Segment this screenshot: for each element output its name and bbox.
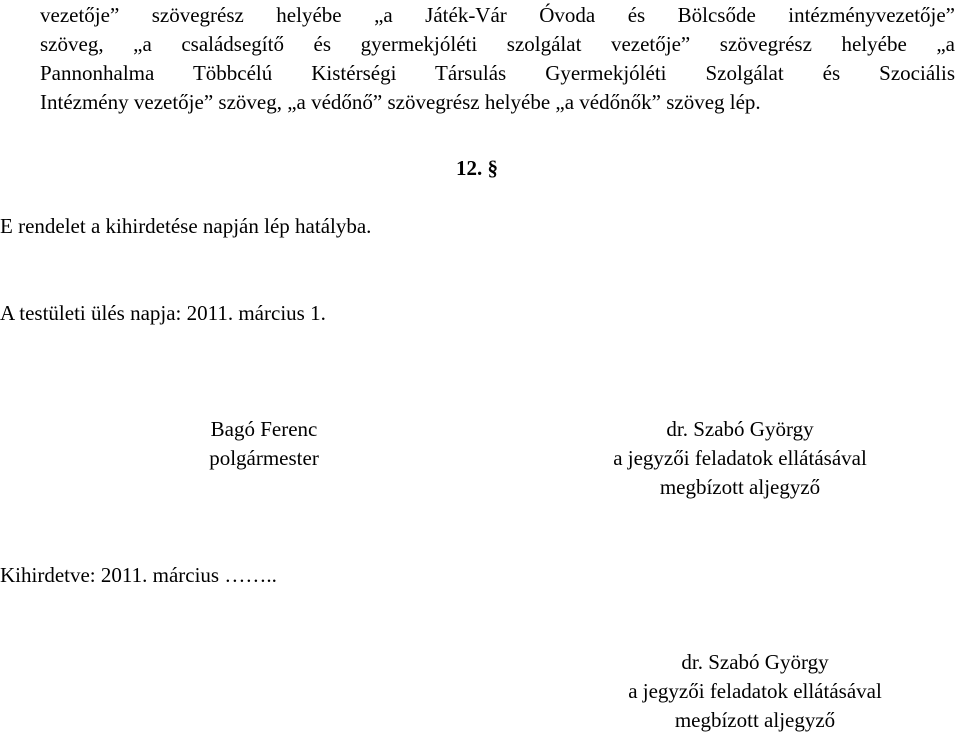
signature-name: dr. Szabó György bbox=[666, 417, 814, 441]
paragraph-line: Pannonhalma Többcélú Kistérségi Társulás Gyermekjóléti Szolgálat és Szociális bbox=[40, 61, 955, 85]
signature-title: polgármester bbox=[209, 446, 319, 470]
paragraph-line: Intézmény vezetője” szöveg, „a védőnő” szövegrész helyébe „a védőnők” szöveg lép. bbox=[40, 90, 761, 114]
signature-right bbox=[560, 415, 920, 502]
effect-text: E rendelet a kihirdetése napján lép hatályba. bbox=[0, 214, 372, 238]
signature-left bbox=[154, 415, 374, 473]
signature-name: dr. Szabó György bbox=[681, 650, 829, 674]
paragraph-line: vezetője” szövegrész helyébe „a Játék-Vár Óvoda és Bölcsőde intézményvezetője” bbox=[40, 3, 955, 27]
promulgation-text: Kihirdetve: 2011. március …….. bbox=[0, 563, 277, 587]
final-signature bbox=[575, 648, 935, 735]
signature-title: a jegyzői feladatok ellátásával bbox=[613, 446, 867, 470]
signature-title: megbízott aljegyző bbox=[659, 475, 821, 499]
signature-title: a jegyzői feladatok ellátásával bbox=[628, 679, 882, 703]
section-number: 12. § bbox=[456, 156, 498, 180]
paragraph-line: szöveg, „a családsegítő és gyermekjóléti szolgálat vezetője” szövegrész helyébe „a bbox=[40, 32, 955, 56]
signature-title: megbízott aljegyző bbox=[674, 708, 836, 732]
meeting-date: A testületi ülés napja: 2011. március 1. bbox=[0, 301, 326, 325]
signature-name: Bagó Ferenc bbox=[210, 417, 318, 441]
